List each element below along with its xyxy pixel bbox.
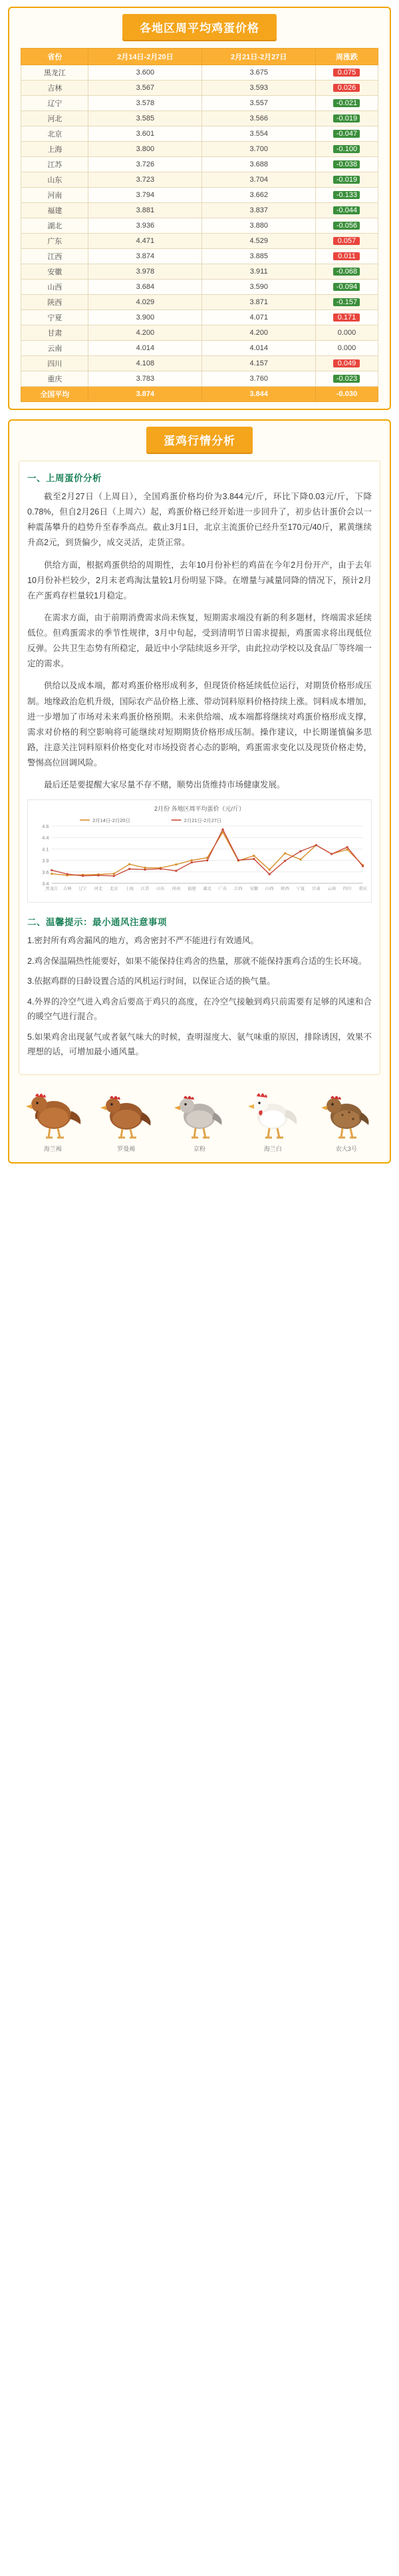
table-row — [21, 295, 378, 310]
svg-text:2月14日-2月20日: 2月14日-2月20日 — [92, 817, 130, 824]
svg-text:福建: 福建 — [187, 887, 196, 892]
change-badge: 0.057 — [333, 237, 360, 245]
table-row — [21, 218, 378, 234]
analysis-card-title: 蛋鸡行情分析 — [146, 427, 253, 453]
chart-series-lines — [51, 829, 364, 877]
cell-province: 河南 — [21, 188, 88, 203]
change-badge: -0.019 — [333, 176, 360, 184]
cell-week1: 3.900 — [88, 310, 202, 325]
chicken-5 — [310, 1086, 383, 1153]
svg-text:重庆: 重庆 — [358, 887, 367, 892]
cell-week1: 3.874 — [88, 249, 202, 264]
table-row — [21, 126, 378, 142]
cell-change — [316, 234, 378, 249]
svg-text:江西: 江西 — [234, 887, 243, 892]
cell-change — [316, 81, 378, 96]
cell-change — [316, 203, 378, 218]
svg-text:河南: 河南 — [172, 887, 181, 892]
cell-week2: 4.014 — [202, 341, 316, 356]
rooster-white-icon — [239, 1086, 306, 1143]
cell-province: 辽宁 — [21, 96, 88, 111]
cell-change — [316, 96, 378, 111]
chicken-2 — [89, 1086, 162, 1153]
change-badge: 0.075 — [333, 69, 360, 77]
cell-week2: 3.590 — [202, 280, 316, 295]
analysis-card — [8, 419, 391, 1164]
cell-province: 广东 — [21, 234, 88, 249]
svg-text:2月21日-2月27日: 2月21日-2月27日 — [184, 817, 222, 824]
cell-week2: 3.837 — [202, 203, 316, 218]
page-root — [0, 7, 399, 1164]
change-badge: -0.021 — [333, 99, 360, 107]
cell-week2: 3.760 — [202, 371, 316, 387]
chart-legend — [80, 817, 221, 823]
cell-week2: 3.911 — [202, 264, 316, 280]
cell-change — [316, 356, 378, 371]
change-badge: -0.094 — [333, 283, 360, 291]
price-card-title: 各地区周平均鸡蛋价格 — [122, 14, 277, 40]
cell-week1: 4.029 — [88, 295, 202, 310]
tip-4: 4.外界的冷空气进入鸡舍后要高于鸡只的高度，在冷空气接触到鸡只前需要有足够的风速和合的暖空气进行混合。 — [27, 996, 372, 1022]
table-row — [21, 249, 378, 264]
cell-week2: 3.700 — [202, 142, 316, 157]
cell-change — [316, 111, 378, 126]
change-badge: -0.023 — [333, 375, 360, 383]
chicken-3-caption: 京粉 — [194, 1145, 206, 1152]
paragraph-5: 最后还是要提醒大家尽量不存不赌，顺势出货维持市场健康发展。 — [44, 780, 285, 790]
cell-week2: 3.554 — [202, 126, 316, 142]
cell-province: 山西 — [21, 280, 88, 295]
table-row — [21, 65, 378, 81]
cell-week2: 3.885 — [202, 249, 316, 264]
paragraph-1: 截至2月27日（上周日），全国鸡蛋价格均价为3.844元/斤，环比下降0.03元/斤，下降0.78%，但自2月26日（上周六）起，鸡蛋价格已经开始进一步回升了，初步估计蛋价会以一种震荡攀升的趋势升至春季高点。截止3月1日，北京主流蛋价已经升至170元/40斤，累黄继续升高2元，到货偏少，成交灵活，走货正常。 — [27, 492, 372, 548]
change-badge: -0.038 — [333, 160, 360, 168]
cell-province: 重庆 — [21, 371, 88, 387]
price-table-body — [21, 65, 378, 402]
cell-province: 黑龙江 — [21, 65, 88, 81]
svg-text:吉林: 吉林 — [63, 887, 72, 892]
price-table-card — [8, 7, 391, 410]
chart-axes — [45, 883, 367, 891]
chicken-1 — [16, 1086, 89, 1153]
cell-change — [316, 172, 378, 188]
col-province: 省份 — [21, 49, 88, 65]
cell-province: 四川 — [21, 356, 88, 371]
chicken-4 — [236, 1086, 309, 1153]
svg-text:湖北: 湖北 — [203, 887, 211, 892]
svg-text:上海: 上海 — [125, 887, 134, 892]
cell-change — [316, 249, 378, 264]
cell-province: 云南 — [21, 341, 88, 356]
paragraph-4: 供给以及成本端，都对鸡蛋价格形成利多，但现货价格延续低位运行，对期货价格形成压制。地缘政治危机升级，国际农产品价格上涨、带动饲料原料价格持续上涨。饲料成本增加，进一步增加了市场对未来鸡蛋价格预期。未来供给端、成本端都将继续对鸡蛋价格形成支撑，需求对价格的利空影响将可能继续对短期期货价格形成压制。操作建议，中长期谨慎偏多思路，注意关注饲料原料价格变化对市场投资者心态的影响，鸡蛋需求变化以及现货价格走势，警惕高位回调风险。 — [27, 681, 372, 767]
change-badge: -0.019 — [333, 114, 360, 122]
chicken-3 — [163, 1086, 236, 1153]
cell-week1: 3.800 — [88, 142, 202, 157]
cell-week2: 3.675 — [202, 65, 316, 81]
cell-week2: 3.593 — [202, 81, 316, 96]
tip-5: 5.如果鸡舍出现氨气或者氨气味大的时候，查明湿度大、氨气味重的原因，排除诱因，效果不理想的话，可增加最小通风量。 — [27, 1032, 372, 1057]
cell-week1: 3.600 — [88, 65, 202, 81]
change-badge: -0.068 — [333, 268, 360, 276]
table-row-total — [21, 387, 378, 402]
svg-text:陕西: 陕西 — [281, 887, 289, 892]
change-badge: -0.047 — [333, 130, 360, 138]
change-badge: 0.049 — [333, 359, 360, 367]
cell-week1: 3.783 — [88, 371, 202, 387]
table-row — [21, 203, 378, 218]
cell-week1: 3.794 — [88, 188, 202, 203]
chart-gridlines — [42, 823, 362, 887]
cell-change — [316, 310, 378, 325]
svg-text:3.6: 3.6 — [42, 869, 49, 875]
cell-change — [316, 341, 378, 356]
tip-1: 1.密封所有鸡舍漏风的地方，鸡舍密封不严不能进行有效通风。 — [27, 936, 259, 946]
change-badge: -0.056 — [333, 222, 360, 230]
svg-text:3.9: 3.9 — [42, 858, 49, 864]
table-row — [21, 157, 378, 172]
cell-total-change: -0.030 — [316, 387, 378, 402]
chicken-5-caption: 农大3号 — [335, 1145, 357, 1152]
table-row — [21, 371, 378, 387]
cell-change — [316, 295, 378, 310]
hen-grey-icon — [166, 1086, 233, 1143]
col-week1: 2月14日-2月20日 — [88, 49, 202, 65]
cell-week2: 4.529 — [202, 234, 316, 249]
cell-week1: 4.014 — [88, 341, 202, 356]
cell-total-week1: 3.874 — [88, 387, 202, 402]
cell-province: 上海 — [21, 142, 88, 157]
price-table-header-row — [21, 49, 378, 65]
svg-text:甘肃: 甘肃 — [312, 887, 321, 892]
table-row — [21, 142, 378, 157]
table-row — [21, 111, 378, 126]
svg-text:江苏: 江苏 — [140, 887, 150, 892]
cell-week1: 3.723 — [88, 172, 202, 188]
cell-change — [316, 157, 378, 172]
cell-province: 宁夏 — [21, 310, 88, 325]
change-badge: 0.000 — [337, 329, 356, 337]
chicken-2-caption: 罗曼褐 — [117, 1145, 136, 1152]
chicken-4-caption: 海兰白 — [263, 1145, 282, 1152]
price-line-chart — [27, 799, 372, 903]
cell-week1: 3.936 — [88, 218, 202, 234]
change-badge: -0.044 — [333, 206, 360, 214]
change-badge: -0.100 — [333, 145, 360, 153]
cell-province: 河北 — [21, 111, 88, 126]
table-row — [21, 310, 378, 325]
hen-speckled-icon — [313, 1086, 380, 1143]
svg-text:辽宁: 辽宁 — [78, 887, 87, 892]
cell-change — [316, 371, 378, 387]
change-badge: 0.026 — [333, 84, 360, 92]
change-badge: -0.157 — [333, 298, 360, 306]
change-badge: 0.011 — [333, 252, 360, 260]
cell-week2: 3.566 — [202, 111, 316, 126]
paragraph-2: 供给方面，根据鸡蛋供给的周期性，去年10月份补栏的鸡苗在今年2月份开产，由于去年10月份补栏较少，2月末老鸡淘汰量较1月份明显下降。在增量与减量同降的情况下，预计2月在产蛋鸡存栏量较1月稳定。 — [27, 560, 372, 600]
svg-text:四川: 四川 — [342, 887, 352, 892]
cell-change — [316, 218, 378, 234]
table-row — [21, 264, 378, 280]
heading-week-price-analysis: 一、上周蛋价分析 — [27, 473, 102, 483]
cell-change — [316, 280, 378, 295]
cell-week1: 3.585 — [88, 111, 202, 126]
svg-text:广东: 广东 — [218, 887, 227, 892]
svg-text:宁夏: 宁夏 — [296, 887, 305, 892]
cell-week2: 4.200 — [202, 325, 316, 341]
cell-week1: 3.601 — [88, 126, 202, 142]
cell-week2: 3.704 — [202, 172, 316, 188]
cell-change — [316, 188, 378, 203]
cell-week2: 4.157 — [202, 356, 316, 371]
svg-text:4.4: 4.4 — [42, 835, 49, 841]
table-row — [21, 341, 378, 356]
chart-title: 2月份 各地区周平均蛋价（元/斤） — [154, 805, 245, 813]
cell-week2: 3.871 — [202, 295, 316, 310]
cell-change — [316, 65, 378, 81]
hen-brown-icon — [19, 1086, 86, 1143]
tip-3: 3.依据鸡群的日龄设置合适的风机运行时间，以保证合适的换气量。 — [27, 976, 275, 986]
analysis-card-title-wrap — [9, 420, 390, 453]
table-row — [21, 234, 378, 249]
cell-week1: 3.684 — [88, 280, 202, 295]
cell-change — [316, 126, 378, 142]
svg-text:北京: 北京 — [109, 887, 118, 892]
table-row — [21, 325, 378, 341]
table-row — [21, 356, 378, 371]
col-change: 周涨跌 — [316, 49, 378, 65]
cell-week1: 4.471 — [88, 234, 202, 249]
table-row — [21, 188, 378, 203]
change-badge: 0.171 — [333, 314, 360, 322]
cell-change — [316, 142, 378, 157]
analysis-body — [19, 461, 380, 1075]
svg-text:山东: 山东 — [156, 887, 165, 892]
cell-total-province: 全国平均 — [21, 387, 88, 402]
svg-text:3.4: 3.4 — [42, 881, 49, 887]
paragraph-3: 在需求方面，由于前期消费需求尚未恢复，短期需求端没有新的利多题材，终端需求延续低位。但鸡蛋需求的季节性规律，3月中旬起，受到清明节日需求提振，鸡蛋需求将出现低位反弹。公共卫生态势有所稳定，最近中小学陆续返乡开学，由此拉动学校以及食品厂等终端一定的需求。 — [27, 612, 372, 669]
cell-week1: 3.978 — [88, 264, 202, 280]
table-row — [21, 172, 378, 188]
cell-week2: 3.557 — [202, 96, 316, 111]
cell-week1: 3.881 — [88, 203, 202, 218]
svg-text:4.1: 4.1 — [42, 846, 49, 853]
cell-province: 吉林 — [21, 81, 88, 96]
cell-change — [316, 325, 378, 341]
cell-week1: 3.726 — [88, 157, 202, 172]
price-table — [21, 48, 378, 402]
table-row — [21, 280, 378, 295]
heading-min-ventilation-tips: 二、温馨提示：最小通风注意事项 — [27, 917, 167, 928]
cell-week1: 3.567 — [88, 81, 202, 96]
table-row — [21, 96, 378, 111]
svg-text:黑龙江: 黑龙江 — [45, 887, 59, 892]
cell-week2: 4.071 — [202, 310, 316, 325]
cell-week2: 3.880 — [202, 218, 316, 234]
cell-province: 北京 — [21, 126, 88, 142]
cell-province: 福建 — [21, 203, 88, 218]
change-badge: 0.000 — [337, 344, 356, 352]
cell-province: 甘肃 — [21, 325, 88, 341]
cell-province: 陕西 — [21, 295, 88, 310]
cell-week2: 3.688 — [202, 157, 316, 172]
svg-text:4.6: 4.6 — [42, 823, 49, 830]
chart-svg — [31, 814, 368, 901]
cell-province: 江西 — [21, 249, 88, 264]
table-row — [21, 81, 378, 96]
svg-text:云南: 云南 — [327, 887, 336, 892]
cell-province: 江苏 — [21, 157, 88, 172]
chicken-breed-row — [16, 1086, 383, 1153]
cell-total-week2: 3.844 — [202, 387, 316, 402]
cell-province: 山东 — [21, 172, 88, 188]
chicken-1-caption: 海兰褐 — [43, 1145, 62, 1152]
change-badge: -0.133 — [333, 191, 360, 199]
svg-text:河北: 河北 — [94, 887, 103, 892]
cell-week2: 3.662 — [202, 188, 316, 203]
tip-2: 2.鸡舍保温隔热性能要好，如果不能保持住鸡舍的热量，那就不能保持蛋鸡合适的生长环境。 — [27, 956, 367, 966]
price-card-title-wrap — [9, 7, 390, 40]
hen-red-icon — [93, 1086, 160, 1143]
cell-province: 安徽 — [21, 264, 88, 280]
cell-province: 湖北 — [21, 218, 88, 234]
svg-text:山西: 山西 — [265, 887, 274, 892]
cell-week1: 4.200 — [88, 325, 202, 341]
cell-week1: 4.108 — [88, 356, 202, 371]
cell-change — [316, 264, 378, 280]
cell-week1: 3.578 — [88, 96, 202, 111]
col-week2: 2月21日-2月27日 — [202, 49, 316, 65]
svg-text:安徽: 安徽 — [249, 887, 259, 892]
